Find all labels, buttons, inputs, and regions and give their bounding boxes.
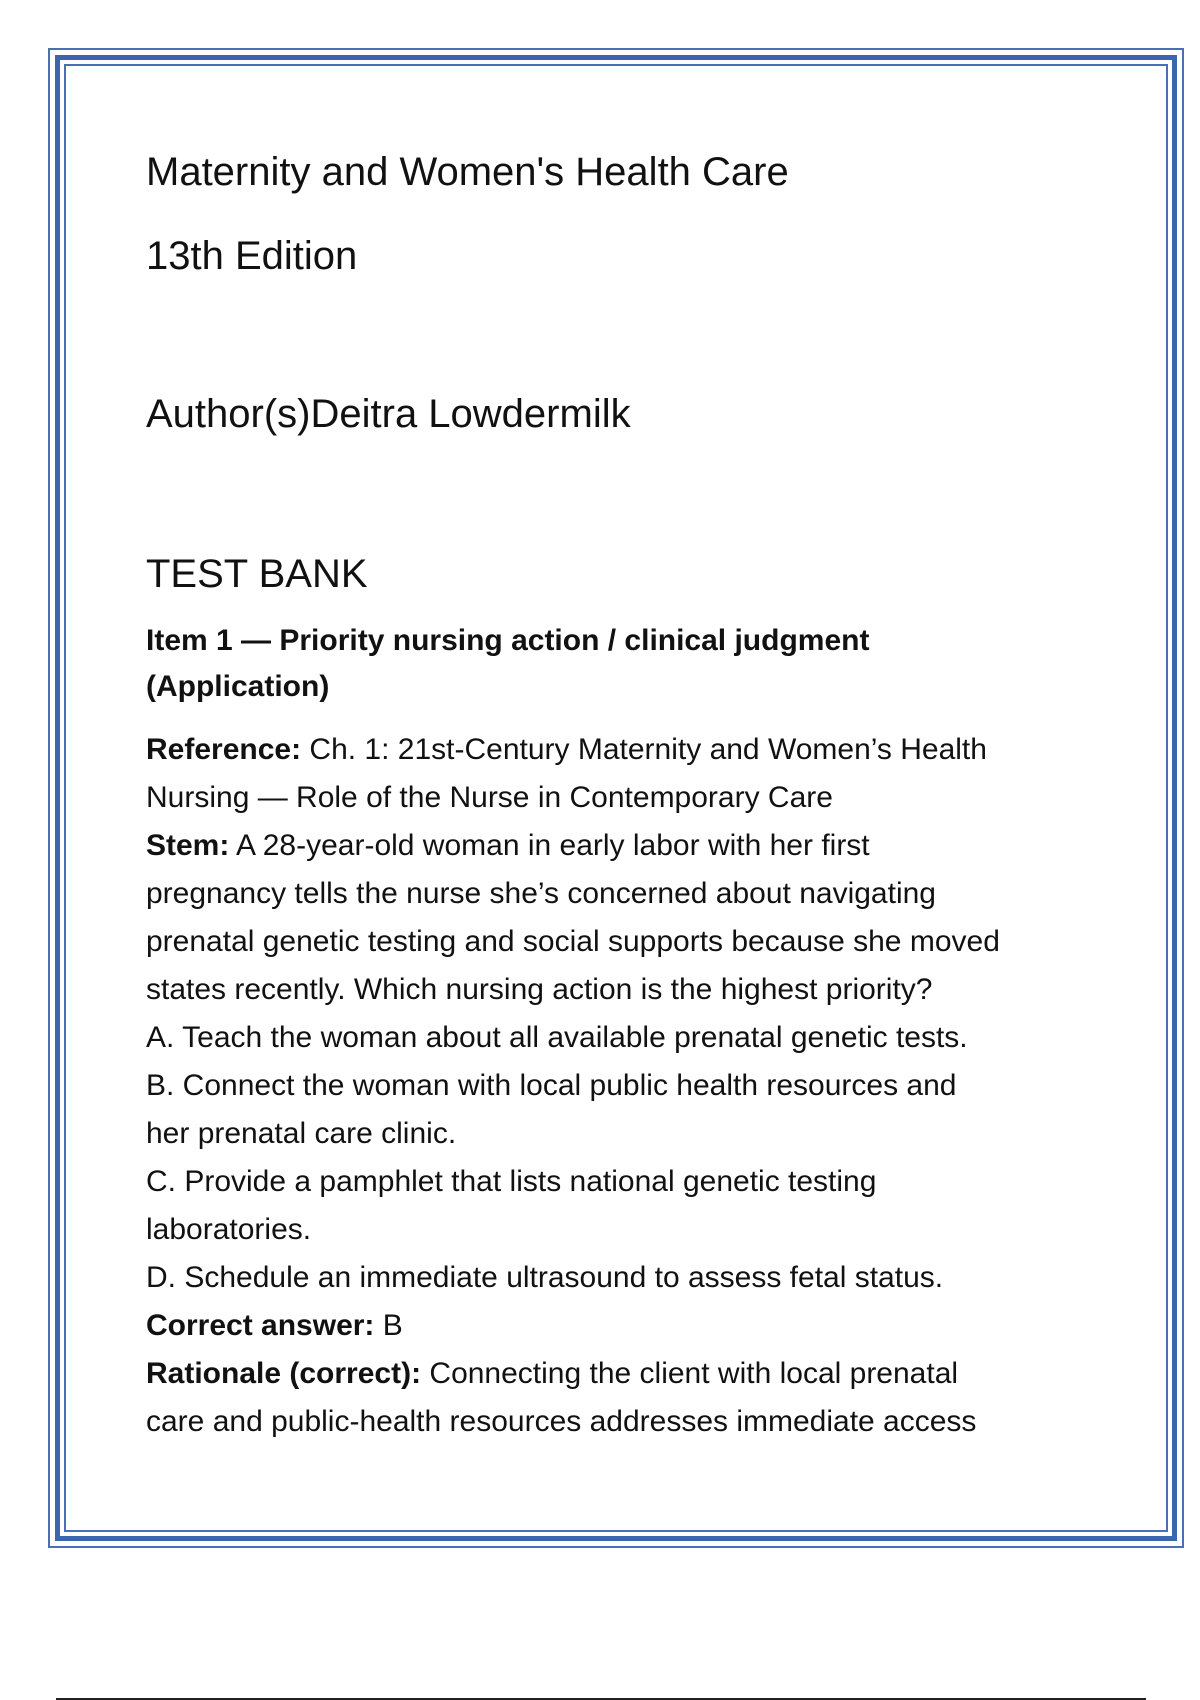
reference-block <box>146 726 1106 822</box>
correct-answer-label: Correct answer: <box>146 1309 375 1342</box>
option-c-line-1: C. Provide a pamphlet that lists national genetic testing <box>146 1165 877 1198</box>
section-title: TEST BANK <box>146 552 368 596</box>
stem-label: Stem: <box>146 829 230 862</box>
book-title: Maternity and Women's Health Care <box>146 150 789 194</box>
rationale-text-1: Connecting the client with local prenatal <box>421 1357 959 1390</box>
stem-line-2: pregnancy tells the nurse she’s concerned about navigating <box>146 877 936 910</box>
item-heading-line-2: (Application) <box>146 670 330 703</box>
reference-text-1: Ch. 1: 21st-Century Maternity and Women’s Health <box>301 733 987 766</box>
reference-line-2: Nursing — Role of the Nurse in Contemporary Care <box>146 781 833 814</box>
option-b-line-1: B. Connect the woman with local public health resources and <box>146 1069 957 1102</box>
book-edition: 13th Edition <box>146 234 358 278</box>
answer-block <box>146 1302 1106 1446</box>
option-c-line-2: laboratories. <box>146 1213 312 1246</box>
option-b-line-2: her prenatal care clinic. <box>146 1117 457 1150</box>
stem-line-4: states recently. Which nursing action is the highest priority? <box>146 973 933 1006</box>
correct-answer-value: B <box>374 1309 403 1342</box>
option-d: D. Schedule an immediate ultrasound to assess fetal status. <box>146 1261 944 1294</box>
stem-text-1: A 28-year-old woman in early labor with her first <box>229 829 870 862</box>
item-heading-line-1: Item 1 — Priority nursing action / clinical judgment <box>146 624 870 657</box>
correct-answer-line <box>146 1302 1106 1350</box>
book-author: Author(s)Deitra Lowdermilk <box>146 392 631 436</box>
stem-line-1 <box>146 822 1106 870</box>
stem-block <box>146 822 1106 1014</box>
reference-line-1 <box>146 726 1106 774</box>
reference-label: Reference: <box>146 733 302 766</box>
stem-line-3: prenatal genetic testing and social supports because she moved <box>146 925 1000 958</box>
rationale-label: Rationale (correct): <box>146 1357 422 1390</box>
option-a: A. Teach the woman about all available prenatal genetic tests. <box>146 1021 968 1054</box>
options-block <box>146 1014 1106 1302</box>
page-content <box>146 140 1106 1446</box>
item-heading <box>146 618 1106 710</box>
rationale-line-1 <box>146 1350 1106 1398</box>
rationale-line-2: care and public-health resources addresses immediate access <box>146 1405 977 1438</box>
